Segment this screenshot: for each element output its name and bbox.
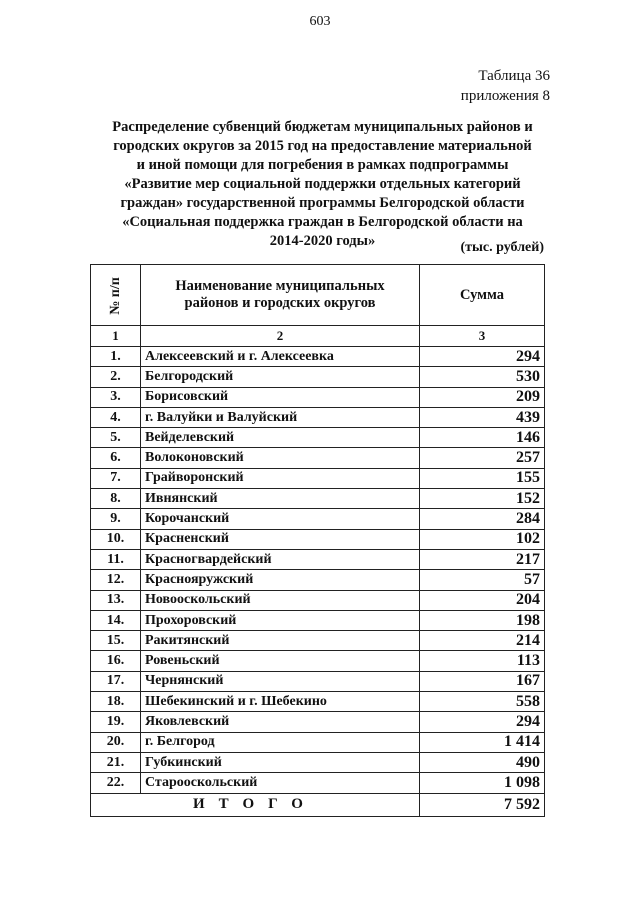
- row-name: Ивнянский: [141, 489, 420, 509]
- column-number: 2: [141, 326, 420, 347]
- table-row: [91, 692, 545, 712]
- table-row: [91, 570, 545, 590]
- row-name: Борисовский: [141, 387, 420, 407]
- row-number: 16.: [91, 651, 141, 671]
- table-row: [91, 610, 545, 630]
- row-number: 13.: [91, 590, 141, 610]
- row-number: 4.: [91, 407, 141, 427]
- header-name-line1: Наименование муниципальных: [175, 278, 385, 294]
- table-row: [91, 752, 545, 772]
- title-line: граждан» государственной программы Белгородской области: [120, 195, 525, 211]
- header-number: [91, 265, 141, 326]
- table-row: [91, 631, 545, 651]
- table-row: [91, 529, 545, 549]
- row-number: 15.: [91, 631, 141, 651]
- title-line: городских округов за 2015 год на предоставление материальной: [113, 138, 532, 154]
- row-number: 1.: [91, 347, 141, 367]
- title-line: 2014-2020 годы»: [269, 233, 376, 249]
- row-value: 113: [420, 651, 545, 671]
- row-value: 1 414: [420, 732, 545, 752]
- table-row: [91, 509, 545, 529]
- row-name: Краснояружский: [141, 570, 420, 590]
- table-row: [91, 489, 545, 509]
- units-note: (тыс. рублей): [460, 240, 544, 255]
- row-value: 294: [420, 712, 545, 732]
- row-number: 14.: [91, 610, 141, 630]
- row-name: Шебекинский и г. Шебекино: [141, 692, 420, 712]
- row-value: 294: [420, 347, 545, 367]
- row-name: Красногвардейский: [141, 549, 420, 569]
- row-value: 102: [420, 529, 545, 549]
- table-label-line1: Таблица 36: [478, 68, 550, 84]
- row-number: 18.: [91, 692, 141, 712]
- title-line: «Развитие мер социальной поддержки отдельных категорий: [124, 176, 521, 192]
- row-name: Чернянский: [141, 671, 420, 691]
- row-name: Губкинский: [141, 752, 420, 772]
- table-body: [91, 347, 545, 794]
- row-number: 8.: [91, 489, 141, 509]
- table-row: [91, 407, 545, 427]
- row-number: 22.: [91, 773, 141, 793]
- row-value: 490: [420, 752, 545, 772]
- header-sum: Сумма: [420, 265, 545, 326]
- row-value: 209: [420, 387, 545, 407]
- table-row: [91, 712, 545, 732]
- row-number: 6.: [91, 448, 141, 468]
- table-row: [91, 347, 545, 367]
- row-number: 17.: [91, 671, 141, 691]
- row-name: Вейделевский: [141, 428, 420, 448]
- row-value: 217: [420, 549, 545, 569]
- table-row: [91, 549, 545, 569]
- row-name: Белгородский: [141, 367, 420, 387]
- row-name: г. Белгород: [141, 732, 420, 752]
- table-row: [91, 671, 545, 691]
- table-row: [91, 428, 545, 448]
- table-row: [91, 468, 545, 488]
- row-name: Корочанский: [141, 509, 420, 529]
- table-row: [91, 448, 545, 468]
- row-value: 558: [420, 692, 545, 712]
- row-name: Прохоровский: [141, 610, 420, 630]
- row-name: Старооскольский: [141, 773, 420, 793]
- table-row: [91, 367, 545, 387]
- row-name: Яковлевский: [141, 712, 420, 732]
- table-header-row: [91, 265, 545, 326]
- row-number: 3.: [91, 387, 141, 407]
- row-name: Алексеевский и г. Алексеевка: [141, 347, 420, 367]
- row-name: Ровеньский: [141, 651, 420, 671]
- row-number: 20.: [91, 732, 141, 752]
- total-value: 7 592: [420, 793, 545, 816]
- document-title: [85, 118, 560, 251]
- table-label: [461, 66, 550, 106]
- row-name: г. Валуйки и Валуйский: [141, 407, 420, 427]
- row-value: 155: [420, 468, 545, 488]
- row-number: 21.: [91, 752, 141, 772]
- column-number: 3: [420, 326, 545, 347]
- row-value: 257: [420, 448, 545, 468]
- header-name: [141, 265, 420, 326]
- row-value: 284: [420, 509, 545, 529]
- row-name: Ракитянский: [141, 631, 420, 651]
- header-name-line2: районов и городских округов: [184, 295, 376, 311]
- table-row: [91, 387, 545, 407]
- row-value: 146: [420, 428, 545, 448]
- row-number: 5.: [91, 428, 141, 448]
- row-value: 214: [420, 631, 545, 651]
- row-number: 2.: [91, 367, 141, 387]
- row-value: 204: [420, 590, 545, 610]
- title-line: «Социальная поддержка граждан в Белгородской области на: [122, 214, 523, 230]
- row-value: 1 098: [420, 773, 545, 793]
- row-value: 439: [420, 407, 545, 427]
- row-value: 152: [420, 489, 545, 509]
- row-name: Волоконовский: [141, 448, 420, 468]
- title-line: и иной помощи для погребения в рамках подпрограммы: [136, 157, 509, 173]
- row-number: 19.: [91, 712, 141, 732]
- column-number: 1: [91, 326, 141, 347]
- row-value: 167: [420, 671, 545, 691]
- table-row: [91, 590, 545, 610]
- table-row: [91, 773, 545, 793]
- row-value: 198: [420, 610, 545, 630]
- row-number: 7.: [91, 468, 141, 488]
- row-name: Грайворонский: [141, 468, 420, 488]
- title-line: Распределение субвенций бюджетам муниципальных районов и: [112, 119, 533, 135]
- page-number: 603: [309, 14, 331, 29]
- row-number: 10.: [91, 529, 141, 549]
- row-value: 57: [420, 570, 545, 590]
- subsidy-table: [90, 264, 545, 817]
- row-name: Красненский: [141, 529, 420, 549]
- column-number-row: [91, 326, 545, 347]
- row-number: 9.: [91, 509, 141, 529]
- total-label: ИТОГО: [91, 793, 420, 816]
- total-row: [91, 793, 545, 816]
- row-value: 530: [420, 367, 545, 387]
- table-row: [91, 732, 545, 752]
- row-number: 11.: [91, 549, 141, 569]
- table-label-line2: приложения 8: [460, 88, 550, 104]
- row-name: Новооскольский: [141, 590, 420, 610]
- header-number-label: № п/п: [107, 276, 123, 315]
- row-number: 12.: [91, 570, 141, 590]
- table-row: [91, 651, 545, 671]
